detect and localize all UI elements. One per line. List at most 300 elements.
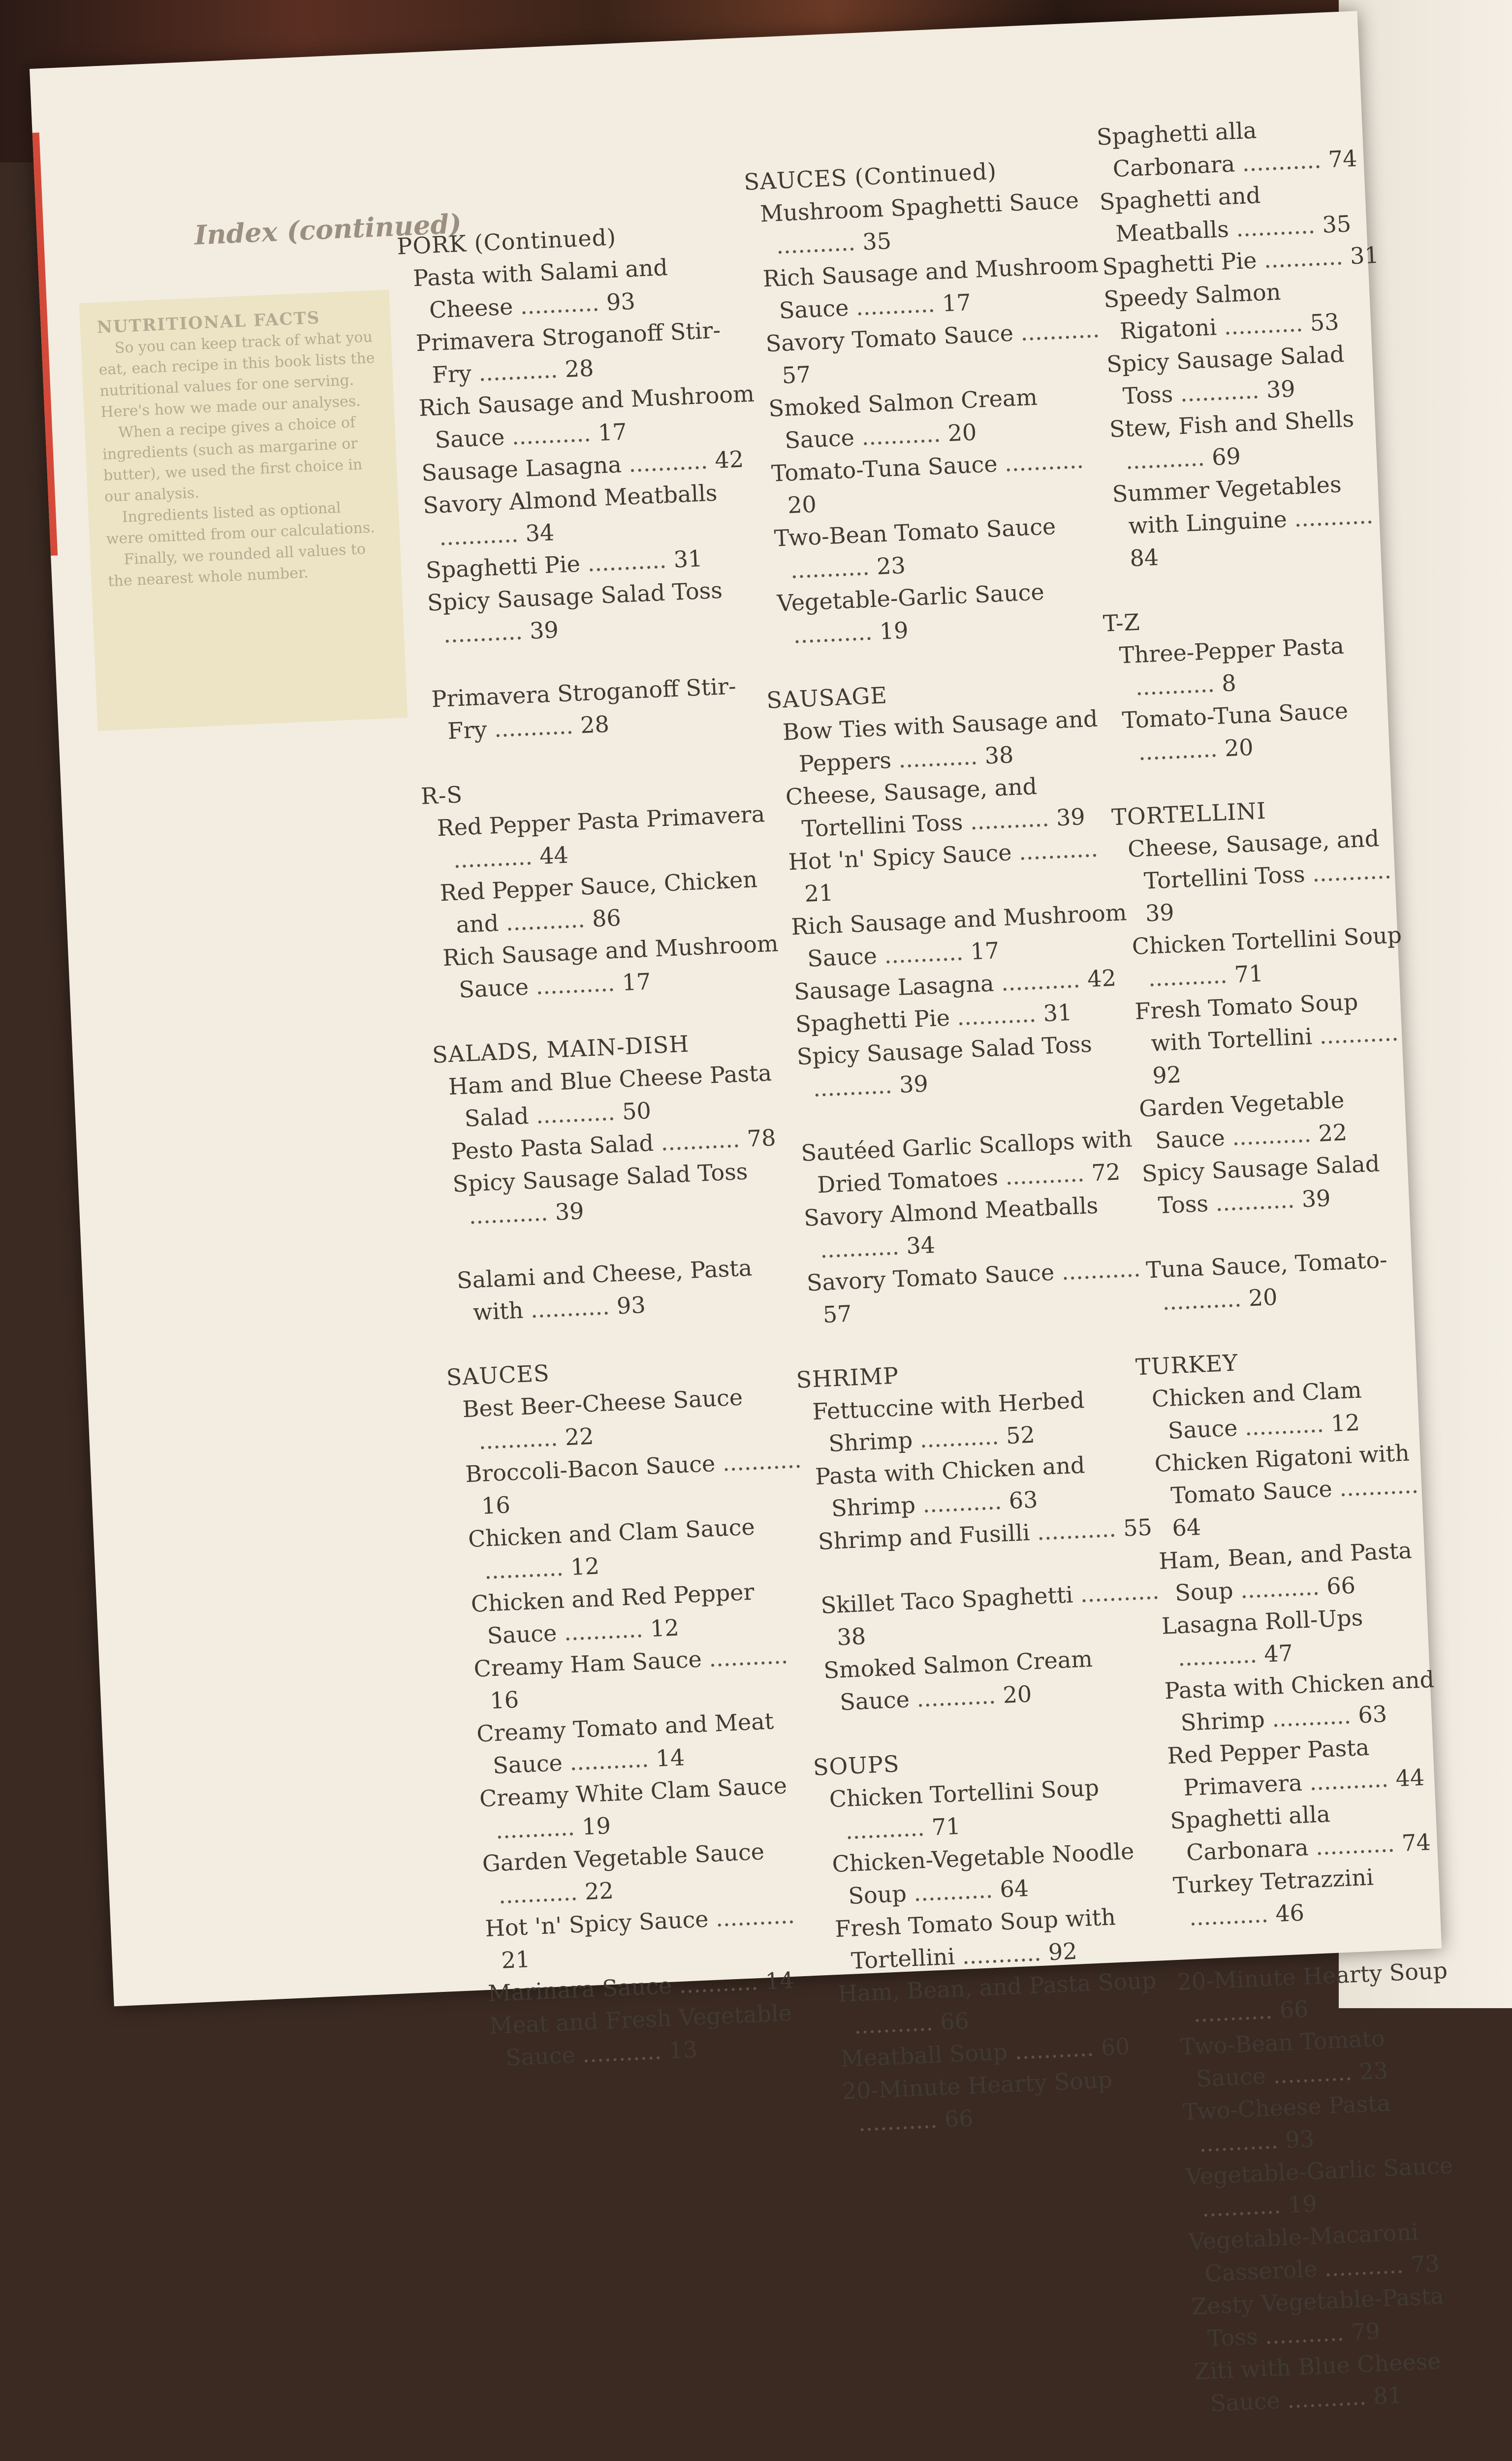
index-entry [1136,1370,1434,1448]
entry-page-number: 71 [931,1812,961,1841]
index-entry [1104,627,1402,705]
entry-page-number: 74 [1401,1829,1431,1857]
leader-dots: ........... [853,420,948,451]
leader-dots: ........... [1137,735,1226,766]
entry-name: Creamy Ham Sauce [473,1645,702,1682]
section-title: TURKEY [1135,1349,1239,1381]
leader-dots: ........... [579,546,674,577]
leader-dots: ........... [528,969,623,1000]
entry-name: Spicy Sausage Salad Toss [796,1030,1093,1070]
entry-name: Garden Vegetable Sauce [481,1838,765,1877]
index-page [30,11,1453,2417]
entry-page-number: 34 [906,1231,936,1260]
leader-dots: ........... [528,1098,623,1129]
index-entry [1112,820,1412,931]
index-section [805,1575,1165,1720]
leader-dots: ........... [1125,443,1213,474]
index-entry [1131,1242,1428,1320]
entry-page-number: 8 [1221,669,1237,697]
entry-name: Rich Sausage and Mushroom Sauce [762,251,1099,324]
entry-name: Spicy Sausage Salad Toss [1106,341,1345,410]
entry-name: 20-Minute Hearty Soup [841,2066,1113,2105]
entry-name: Pesto Pasta Salad [450,1129,655,1165]
entry-name: Cheese, Sausage, and Tortellini Toss [1127,824,1380,894]
leader-dots: ........... [556,1615,651,1646]
index-entry [1146,1598,1444,1675]
leader-dots: ........... [653,1125,748,1156]
leader-dots: ........... [504,419,599,450]
entry-page-number: 21 [501,1946,531,1974]
entry-name: Tomato-Tuna Sauce [1121,697,1349,734]
entry-page-number: 81 [1373,2381,1403,2410]
entry-page-number: 93 [616,1291,646,1320]
leader-dots: ........... [1228,211,1323,242]
entry-page-number: 63 [1357,1700,1388,1729]
leader-dots: ........... [1265,2058,1360,2089]
entry-name: Marinara Sauce [487,1972,673,2007]
leader-dots: ........... [997,446,1084,477]
entry-page-number: 16 [489,1686,520,1714]
entry-name: Sausage Lasagna [793,970,995,1006]
entry-name: Vegetable-Garlic Sauce [1185,2151,1453,2190]
entry-page-number: 22 [564,1422,595,1451]
entry-name: Chicken and Clam Sauce [467,1513,756,1552]
index-section [1162,1954,1477,2421]
sidebar-paragraph: When a recipe gives a choice of ingredients (such as margarine or butter), we used the first choice in our analysis. [102,413,363,506]
index-section [743,151,1118,653]
leader-dots: ........... [1011,835,1099,866]
entry-name: Three-Pepper Pasta [1118,632,1345,669]
index-entry [1097,466,1396,576]
leader-dots: ........... [1207,1186,1302,1217]
leader-dots: ........... [1301,1765,1396,1796]
entry-page-number: 19 [879,617,909,645]
index-entry [1127,1145,1424,1223]
entry-name: 20-Minute Hearty Soup [1176,1957,1449,1995]
index-entry [1176,2278,1474,2356]
entry-page-number: 28 [580,710,610,739]
entry-name: Salami and Cheese, Pasta with [456,1254,753,1326]
leader-dots: ........... [1237,1410,1332,1441]
entry-page-number: 53 [1309,308,1340,336]
entry-page-number: 63 [1008,1486,1039,1514]
entry-page-number: 39 [1265,375,1296,403]
entry-name: Fettuccine with Herbed Shrimp [812,1387,1085,1457]
leader-dots: ........... [468,1199,556,1230]
index-section [432,1023,794,1233]
index-entry [1091,336,1389,413]
index-section [441,1249,798,1329]
leader-dots: ........... [890,742,985,773]
entry-name: Creamy White Clam Sauce [478,1772,788,1812]
sidebar-paragraph: Ingredients listed as optional were omitted from our calculations. [106,499,376,548]
leader-dots: ........... [914,1487,1009,1518]
section-title: SALADS, MAIN-DISH [431,1030,690,1069]
index-entry [1094,401,1392,478]
entry-name: Red Pepper Sauce, Chicken and [439,866,758,938]
entry-page-number: 93 [605,287,636,316]
entry-page-number: 79 [1351,2317,1381,2346]
leader-dots: ........... [819,1232,907,1263]
leader-dots: ........... [1147,961,1235,992]
index-section [1111,788,1424,1223]
leader-dots: ........... [1177,1641,1265,1672]
section-title: SHRIMP [795,1362,900,1393]
entry-name: Pasta with Salami and Cheese [412,253,668,324]
leader-dots: ........... [993,966,1088,997]
entry-name: Tuna Sauce, Tomato- [1145,1246,1388,1284]
entry-name: Two-Bean Tomato Sauce [773,512,1057,552]
red-margin-rule [32,132,58,556]
leader-dots: ........... [1134,670,1223,701]
index-entry [1149,1663,1447,1740]
entry-name: Red Pepper Pasta Primavera [436,800,766,842]
entry-page-number: 31 [673,545,703,573]
leader-dots: ........... [1311,1019,1399,1050]
entry-name: Lasagna Roll-Ups [1161,1604,1364,1640]
sidebar-paragraph: Finally, we rounded all values to the nearest whole number. [107,540,366,591]
entry-page-number: 52 [1005,1421,1036,1450]
entry-page-number: 64 [1171,1514,1202,1542]
index-entry [1124,1080,1421,1158]
index-section [420,764,784,1007]
leader-dots: ........... [954,1939,1049,1970]
leader-dots: ........... [574,2037,669,2068]
entry-page-number: 20 [1224,733,1254,762]
section-title: SAUCES (Continued) [743,158,998,195]
leader-dots: ........... [1172,377,1267,408]
leader-dots: ........... [906,1876,1001,1907]
entry-name: Two-Cheese Pasta [1182,2089,1391,2125]
index-entry [1106,692,1404,770]
entry-name: Savory Almond Meatballs [422,479,718,519]
leader-dots: ........... [495,1813,583,1844]
index-entry [1155,1792,1452,1870]
leader-dots: ........... [498,905,593,937]
entry-page-number: 22 [1318,1119,1348,1147]
entry-name: Zesty Vegetable-Pasta Toss [1191,2282,1445,2352]
section-title: T-Z [1102,608,1141,637]
leader-dots: ........... [1279,2383,1374,2414]
leader-dots: ........... [512,289,607,320]
entry-page-number: 71 [1233,960,1264,988]
leader-dots: ........... [486,712,581,743]
index-section [786,1122,1148,1332]
leader-dots: ........... [621,447,716,478]
entry-name: Rich Sausage and Mushroom Sauce [442,930,779,1003]
entry-name: Hot 'n' Spicy Sauce [788,839,1012,876]
entry-name: Meat and Fresh Vegetable Sauce [489,1999,793,2071]
leader-dots: ........... [478,1424,566,1454]
leader-dots: ........... [997,1160,1092,1191]
entry-name: Turkey Tetrazzini [1172,1863,1374,1899]
section-title: SOUPS [812,1750,900,1781]
entry-page-number: 72 [1091,1158,1121,1186]
leader-dots: ........... [1316,2251,1412,2282]
leader-dots: ........... [1188,1900,1276,1931]
entry-page-number: 60 [1100,2033,1131,2061]
index-entry [1143,1533,1441,1610]
leader-dots: ........... [1224,1120,1319,1151]
leader-dots: ........... [792,618,881,649]
index-entry [416,668,773,749]
entry-name: Smoked Salmon Cream Sauce [768,383,1038,454]
entry-name: Ham, Bean, and Pasta Soup [837,1966,1157,2008]
entry-name: Mushroom Spaghetti Sauce [759,187,1079,227]
entry-name: Spaghetti alla Carbonara [1169,1800,1331,1866]
entry-name: Ham and Blue Cheese Pasta Salad [447,1059,772,1132]
entry-page-number: 39 [1301,1184,1331,1213]
leader-dots: ........... [1029,1514,1124,1546]
entry-name: Pasta with Chicken and Shrimp [1164,1666,1435,1736]
entry-page-number: 23 [1358,2057,1389,2085]
entry-name: Bow Ties with Sausage and Peppers [782,705,1099,778]
section-title: TORTELLINI [1111,797,1267,831]
entry-name: Vegetable-Macaroni Casserole [1188,2218,1419,2287]
entry-page-number: 39 [529,616,559,644]
leader-dots: ........... [1216,310,1311,341]
entry-page-number: 84 [1129,543,1160,572]
leader-dots: ........... [1264,1702,1359,1733]
leader-dots: ........... [1256,243,1351,274]
leader-dots: ........... [1286,502,1374,533]
entry-page-number: 16 [481,1491,511,1519]
leader-dots: ........... [1257,2319,1352,2350]
entry-page-number: 39 [1144,899,1175,927]
leader-dots: ........... [812,1071,900,1102]
entry-page-number: 17 [597,418,628,446]
entry-page-number: 22 [584,1877,614,1905]
index-entry [1119,983,1418,1093]
leader-dots: ........... [439,520,526,551]
entry-name: Primavera Stroganoff Stir-Fry [415,316,722,388]
entry-page-number: 93 [1285,2125,1315,2153]
leader-dots: ........... [1162,1285,1249,1315]
entry-name: Ziti with Blue Cheese Sauce [1194,2347,1442,2417]
entry-page-number: 39 [898,1070,929,1098]
entry-name: Chicken and Clam Sauce [1151,1376,1362,1444]
entry-page-number: 44 [1395,1764,1425,1792]
entry-page-number: 38 [984,741,1014,769]
index-entry [1084,174,1382,252]
entry-name: Stew, Fish and Shells [1108,405,1355,442]
entry-name: Chicken-Vegetable Noodle Soup [831,1837,1135,1909]
entry-name: Broccoli-Bacon Sauce [465,1450,716,1488]
entry-page-number: 66 [1279,1995,1309,2023]
entry-name: Hot 'n' Spicy Sauce [484,1905,709,1942]
entry-page-number: 34 [525,519,555,547]
entry-page-number: 92 [1152,1061,1182,1089]
leader-dots: ........... [1201,2191,1289,2222]
leader-dots: ........... [1012,316,1101,347]
entry-page-number: 17 [942,289,972,317]
leader-dots: ........... [1234,146,1329,177]
index-section [766,669,1138,1106]
index-entry [1179,2343,1477,2421]
entry-name: Spicy Sausage Salad Toss [426,576,723,616]
entry-name: Chicken Tortellini Soup [1131,921,1403,960]
entry-name: Best Beer-Cheese Sauce [462,1384,744,1423]
entry-page-number: 35 [862,227,892,255]
entry-name: Primavera Stroganoff Stir-Fry [431,672,737,745]
page-heading: Index (continued) [193,208,462,251]
leader-dots: ........... [522,1293,618,1324]
entry-page-number: 31 [1042,999,1073,1027]
leader-dots: ........... [708,1901,795,1932]
entry-name: Vegetable-Garlic Sauce [776,578,1045,617]
index-entry [1167,2083,1465,2161]
entry-page-number: 23 [876,552,906,580]
entry-page-number: 55 [1123,1514,1153,1542]
entry-page-number: 20 [787,491,817,519]
section-title: R-S [420,781,464,810]
entry-page-number: 14 [764,1966,795,1995]
entry-page-number: 17 [621,968,652,996]
index-entry [1162,1954,1459,2031]
entry-page-number: 28 [564,354,595,383]
leader-dots: ........... [1308,1830,1403,1861]
leader-dots: ........... [498,1878,586,1909]
leader-dots: ........... [857,2106,945,2137]
leader-dots: ........... [1198,2126,1286,2157]
entry-name: Creamy Tomato and Meat Sauce [476,1707,775,1779]
index-section [1131,1242,1428,1320]
sidebar-title: NUTRITIONAL FACTS [96,308,321,338]
entry-name: Savory Tomato Sauce [806,1259,1055,1296]
entry-name: Smoked Salmon Cream Sauce [823,1645,1093,1716]
entry-page-number: 20 [1002,1680,1033,1708]
leader-dots: ........... [912,1422,1007,1453]
index-section [1102,595,1405,770]
leader-dots: ........... [671,1968,766,1999]
entry-page-number: 20 [947,418,977,447]
entry-name: Meatball Soup [840,2038,1008,2072]
leader-dots: ........... [714,1446,802,1477]
entry-page-number: 66 [940,2007,970,2036]
entry-name: Spicy Sausage Salad Toss [452,1158,749,1198]
leader-dots: ........... [1193,1996,1281,2027]
index-entry [1116,918,1414,996]
entry-name: Garden Vegetable Sauce [1138,1086,1345,1154]
index-section [1081,109,1396,576]
entry-page-number: 69 [1211,442,1241,471]
entry-name: Summer Vegetables with Linguine [1111,471,1342,539]
entry-name: Spicy Sausage Salad Toss [1141,1150,1381,1219]
entry-name: Sautéed Garlic Scallops with Dried Tomatoes [800,1125,1133,1199]
entry-name: Rich Sausage and Mushroom Sauce [790,899,1128,972]
index-section [1135,1338,1455,1935]
leader-dots: ........... [775,228,863,259]
leader-dots: ........... [1232,1573,1327,1604]
index-entry [1081,109,1379,187]
index-entry [1152,1728,1449,1805]
entry-page-number: 64 [999,1874,1030,1903]
entry-page-number: 21 [804,879,834,907]
entry-name: Spaghetti and Meatballs [1099,182,1261,248]
entry-page-number: 44 [539,841,569,870]
entry-name: Skillet Taco Spaghetti [820,1581,1074,1619]
entry-page-number: 31 [1349,241,1380,270]
entry-name: Savory Almond Meatballs [803,1192,1099,1231]
index-section [416,668,773,749]
leader-dots: ........... [789,553,878,584]
leader-dots: ........... [562,1745,657,1776]
entry-page-number: 47 [1263,1640,1294,1668]
entry-page-number: 73 [1410,2250,1440,2278]
leader-dots: ........... [471,356,566,387]
entry-name: Shrimp and Fusilli [817,1519,1031,1555]
entry-page-number: 50 [622,1097,652,1125]
entry-page-number: 39 [1055,803,1086,831]
leader-dots: ........... [483,1553,571,1584]
index-section [396,215,769,652]
sidebar-paragraph: So you can keep track of what you eat, each recipe in this book lists the nutritional values for one serving. Here's how we made our analyses. [98,328,376,421]
index-section [445,1346,831,2075]
leader-dots: ........... [909,1681,1004,1713]
entry-page-number: 46 [1275,1899,1305,1927]
entry-name: Chicken and Red Pepper Sauce [470,1578,755,1649]
nutritional-facts-box [79,290,408,731]
index-entry [1158,1857,1455,1935]
index-entry [1170,2148,1468,2226]
section-title: SAUCES [445,1359,550,1391]
entry-name: Cheese, Sausage, and Tortellini Toss [785,773,1038,843]
entry-page-number: 12 [570,1552,600,1580]
leader-dots: ........... [452,843,540,873]
entry-page-number: 19 [581,1812,611,1840]
leader-dots: ........... [962,804,1057,835]
entry-page-number: 66 [944,2105,974,2133]
entry-name: Chicken Rigatoni with Tomato Sauce [1154,1439,1410,1509]
entry-page-number: 12 [649,1614,680,1642]
entry-name: Pasta with Chicken and Shrimp [815,1451,1086,1522]
leader-dots: ........... [1072,1577,1160,1608]
index-entry [1088,271,1386,348]
leader-dots: ........... [853,2009,941,2039]
entry-page-number: 57 [781,361,812,389]
entry-name: Sausage Lasagna [421,451,622,487]
leader-dots: ........... [845,1814,933,1845]
leader-dots: ........... [949,1000,1044,1031]
entry-page-number: 20 [1248,1283,1278,1312]
entry-name: Red Pepper Pasta Primavera [1166,1734,1370,1801]
index-section [795,1348,1158,1558]
entry-page-number: 35 [1322,210,1352,238]
entry-page-number: 14 [655,1744,686,1772]
entry-name: Spaghetti alla Carbonara [1096,117,1258,183]
entry-name: Spaghetti Pie [425,550,581,584]
leader-dots: ........... [876,938,971,969]
entry-page-number: 74 [1327,145,1358,173]
entry-name: Rich Sausage and Mushroom Sauce [418,380,755,453]
entry-page-number: 78 [746,1124,777,1152]
entry-page-number: 92 [1047,1937,1078,1966]
entry-name: Speedy Salmon Rigatoni [1103,278,1282,345]
leader-dots: ........... [701,1641,789,1672]
entry-name: Tomato-Tuna Sauce [771,450,998,487]
leader-dots: ........... [442,617,531,648]
entry-page-number: 39 [554,1198,585,1226]
entry-page-number: 42 [1087,964,1117,992]
index-entry [1165,2019,1462,2096]
entry-page-number: 38 [836,1622,867,1651]
entry-page-number: 13 [668,2036,698,2064]
entry-name: Fresh Tomato Soup with Tortellini [1134,988,1359,1057]
entry-page-number: 57 [822,1300,852,1328]
leader-dots: ........... [1007,2034,1102,2065]
entry-name: Chicken Tortellini Soup [828,1774,1100,1813]
index-entry [1173,2213,1471,2291]
